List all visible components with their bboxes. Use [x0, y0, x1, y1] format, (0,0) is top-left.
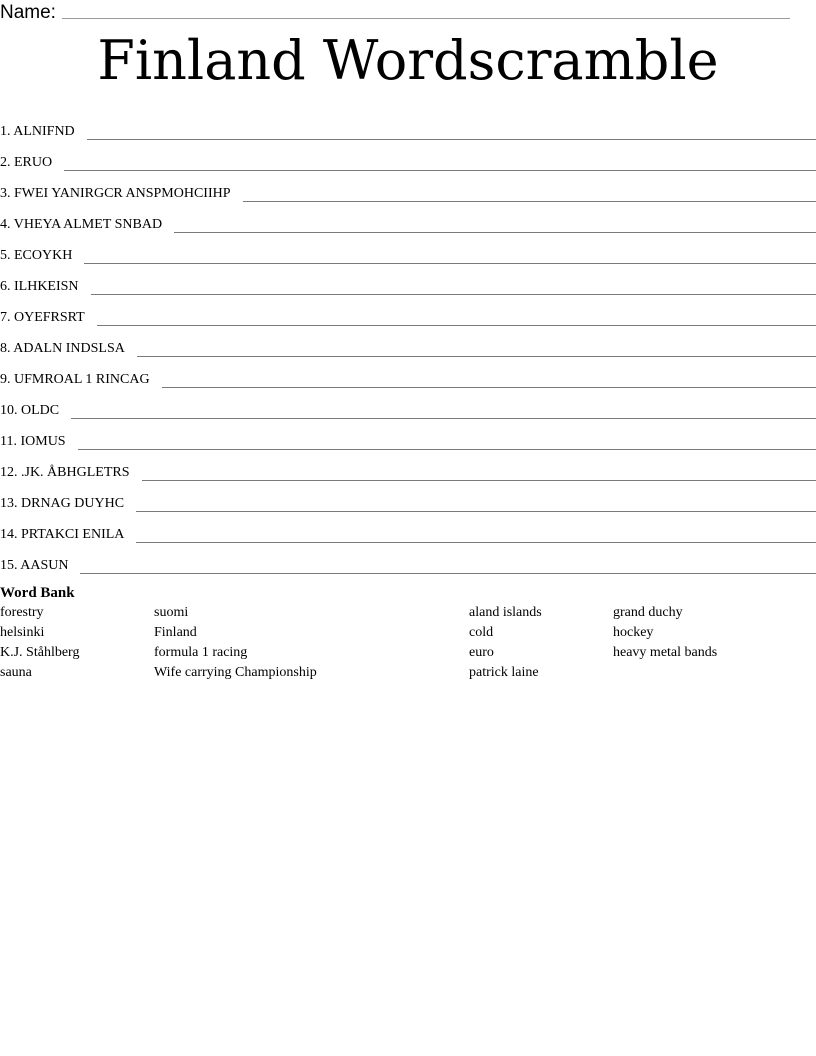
scrambled-word: 2. ERUO	[0, 155, 53, 170]
scrambled-word: 11. IOMUS	[0, 434, 66, 449]
name-row	[0, 0, 790, 22]
question-row	[0, 389, 816, 420]
answer-line[interactable]	[78, 449, 816, 450]
word-bank-item: Finland	[154, 625, 197, 640]
word-bank-title: Word Bank	[0, 585, 75, 601]
word-bank-item: forestry	[0, 605, 44, 620]
scrambled-word: 9. UFMROAL 1 RINCAG	[0, 372, 150, 387]
question-row	[0, 482, 816, 513]
question-row	[0, 358, 816, 389]
answer-line[interactable]	[80, 573, 816, 574]
word-bank-item: patrick laine	[469, 665, 539, 680]
word-bank-item: formula 1 racing	[154, 645, 248, 660]
question-row	[0, 296, 816, 327]
answer-line[interactable]	[136, 511, 816, 512]
scrambled-word: 15. AASUN	[0, 558, 69, 573]
scrambled-word: 3. FWEI YANIRGCR ANSPMOHCIIHP	[0, 186, 231, 201]
answer-line[interactable]	[71, 418, 816, 419]
question-row	[0, 110, 816, 141]
scrambled-word: 1. ALNIFND	[0, 124, 75, 139]
question-row	[0, 172, 816, 203]
scrambled-word: 5. ECOYKH	[0, 248, 73, 263]
word-bank-item: grand duchy	[613, 605, 683, 620]
name-input-line[interactable]	[62, 18, 790, 19]
question-row	[0, 141, 816, 172]
word-bank-item: helsinki	[0, 625, 45, 640]
word-bank-item: heavy metal bands	[613, 645, 718, 660]
answer-line[interactable]	[137, 356, 816, 357]
scrambled-word: 6. ILHKEISN	[0, 279, 79, 294]
question-row	[0, 451, 816, 482]
answer-line[interactable]	[91, 294, 816, 295]
name-label: Name:	[0, 2, 56, 23]
answer-line[interactable]	[136, 542, 816, 543]
scrambled-word: 4. VHEYA ALMET SNBAD	[0, 217, 163, 232]
word-bank-item: cold	[469, 625, 494, 640]
page-title: Finland Wordscramble	[97, 29, 719, 92]
scrambled-word: 8. ADALN INDSLSA	[0, 341, 125, 356]
answer-line[interactable]	[84, 263, 816, 264]
word-bank-item: hockey	[613, 625, 654, 640]
word-bank-item: aland islands	[469, 605, 542, 620]
question-row	[0, 544, 816, 575]
scrambled-word: 10. OLDC	[0, 403, 60, 418]
question-row	[0, 203, 816, 234]
answer-line[interactable]	[162, 387, 816, 388]
word-bank	[0, 584, 816, 683]
answer-line[interactable]	[243, 201, 816, 202]
word-bank-item: K.J. Ståhlberg	[0, 645, 80, 660]
scrambled-word: 14. PRTAKCI ENILA	[0, 527, 125, 542]
question-row	[0, 234, 816, 265]
answer-line[interactable]	[174, 232, 816, 233]
answer-line[interactable]	[142, 480, 816, 481]
word-bank-item: sauna	[0, 665, 32, 680]
question-row	[0, 265, 816, 296]
scrambled-word: 7. OYEFRSRT	[0, 310, 85, 325]
word-bank-item: Wife carrying Championship	[154, 665, 317, 680]
question-row	[0, 327, 816, 358]
answer-line[interactable]	[97, 325, 816, 326]
answer-line[interactable]	[64, 170, 816, 171]
question-list	[0, 110, 816, 575]
question-row	[0, 513, 816, 544]
word-bank-item: suomi	[154, 605, 189, 620]
word-bank-item: euro	[469, 645, 494, 660]
scrambled-word: 12. .JK. ÅBHGLETRS	[0, 465, 130, 480]
answer-line[interactable]	[87, 139, 816, 140]
scrambled-word: 13. DRNAG DUYHC	[0, 496, 125, 511]
word-bank-grid	[0, 603, 816, 683]
question-row	[0, 420, 816, 451]
